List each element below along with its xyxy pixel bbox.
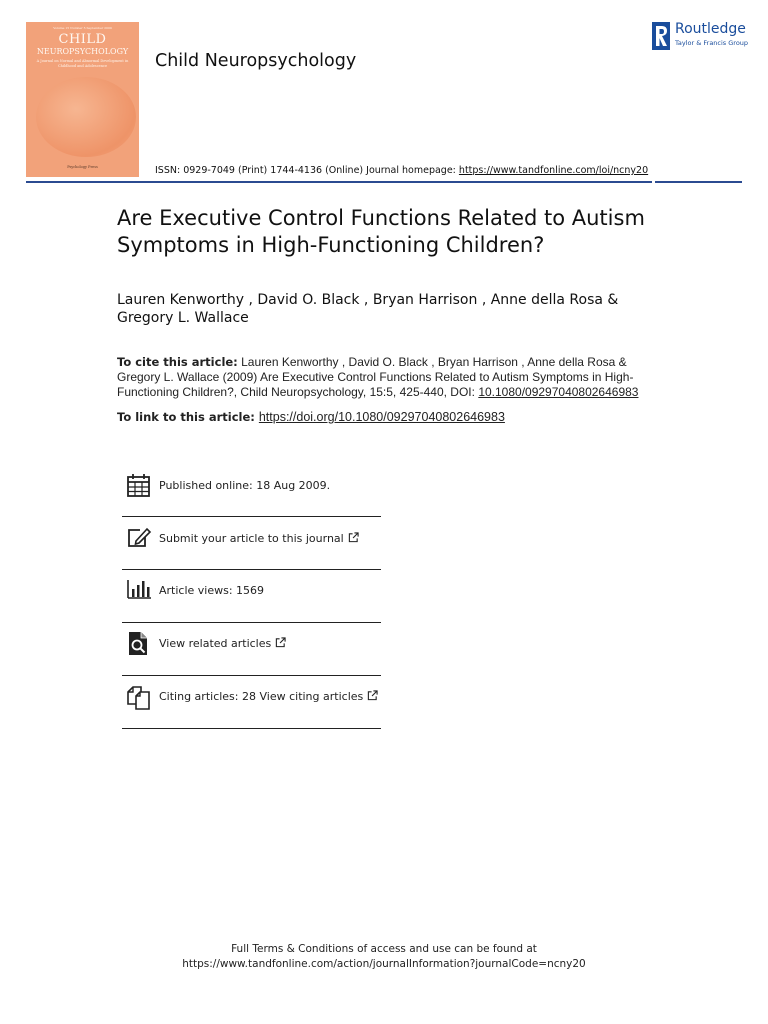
terms-footer-line1: Full Terms & Conditions of access and use can be found at (231, 943, 537, 955)
external-link-icon (348, 532, 359, 543)
article-doi-link[interactable]: https://doi.org/10.1080/09297040802646983 (258, 410, 505, 424)
article-link-label: To link to this article: (117, 410, 255, 424)
related-articles-label: View related articles (159, 637, 272, 650)
issn-text: ISSN: 0929-7049 (Print) 1744-4136 (Online) Journal homepage: (155, 165, 459, 176)
cover-title-neuropsychology: NEUROPSYCHOLOGY (36, 47, 129, 56)
published-online-text: Published online: 18 Aug 2009. (159, 479, 331, 492)
bar-chart-icon (126, 578, 152, 604)
cover-issue-line: Volume 15 Number 5 September 2009 (53, 26, 112, 30)
citing-articles-label: Citing articles: 28 View citing articles (159, 690, 364, 703)
submit-article-link[interactable] (159, 532, 359, 545)
cover-title-child: CHILD (58, 32, 107, 47)
citing-icon (126, 684, 152, 710)
header-divider (26, 181, 742, 183)
citation-doi-link[interactable]: 10.1080/09297040802646983 (478, 385, 639, 399)
cover-brain-image (36, 77, 136, 157)
citation-label: To cite this article: (117, 355, 238, 369)
article-title: Are Executive Control Functions Related to Autism Symptoms in High-Functioning Children? (117, 206, 645, 257)
citing-articles-link[interactable] (159, 690, 378, 703)
meta-divider (122, 516, 381, 517)
search-document-icon (126, 631, 152, 657)
citation-text: Lauren Kenworthy , David O. Black , Bryan Harrison , Anne della Rosa & Gregory L. Wallace (2009) Are Executive Control Functions Related to Autism Symptoms in High-Functioning Children?, Child Neuropsychology, 15:5, 425-440, DOI: (117, 355, 634, 399)
external-link-icon (275, 637, 286, 648)
terms-footer (0, 942, 768, 972)
terms-footer-link[interactable]: https://www.tandfonline.com/action/journalInformation?journalCode=ncny20 (182, 958, 586, 970)
article-views-text: Article views: 1569 (159, 584, 265, 597)
header-divider-gap (652, 181, 655, 183)
routledge-r-icon (652, 22, 670, 50)
journal-name: Child Neuropsychology (155, 51, 357, 71)
citing-articles-row[interactable] (122, 684, 381, 724)
journal-homepage-link[interactable]: https://www.tandfonline.com/loi/ncny20 (458, 165, 649, 176)
publisher-group: Taylor & Francis Group (675, 39, 749, 47)
submit-article-label: Submit your article to this journal (159, 532, 344, 545)
publisher-logo (652, 20, 752, 52)
meta-divider (122, 675, 381, 676)
issn-line (155, 165, 648, 176)
meta-divider (122, 728, 381, 729)
external-link-icon (367, 690, 378, 701)
citation-block (117, 355, 662, 400)
published-online-row (122, 473, 381, 513)
meta-divider (122, 569, 381, 570)
calendar-icon (126, 473, 152, 499)
article-views-row (122, 578, 381, 618)
article-authors: Lauren Kenworthy , David O. Black , Bryan Harrison , Anne della Rosa & Gregory L. Wallace (117, 292, 619, 326)
publisher-name: Routledge (675, 21, 746, 37)
submit-article-row[interactable] (122, 526, 381, 566)
related-articles-link[interactable] (159, 637, 286, 650)
cover-subtitle: A Journal on Normal and Abnormal Development in Childhood and Adolescence (36, 59, 129, 68)
related-articles-row[interactable] (122, 631, 381, 671)
cover-publisher: Psychology Press (67, 165, 98, 169)
meta-divider (122, 622, 381, 623)
journal-cover-image (26, 22, 139, 177)
article-link-block (117, 410, 662, 425)
edit-icon (126, 526, 152, 552)
